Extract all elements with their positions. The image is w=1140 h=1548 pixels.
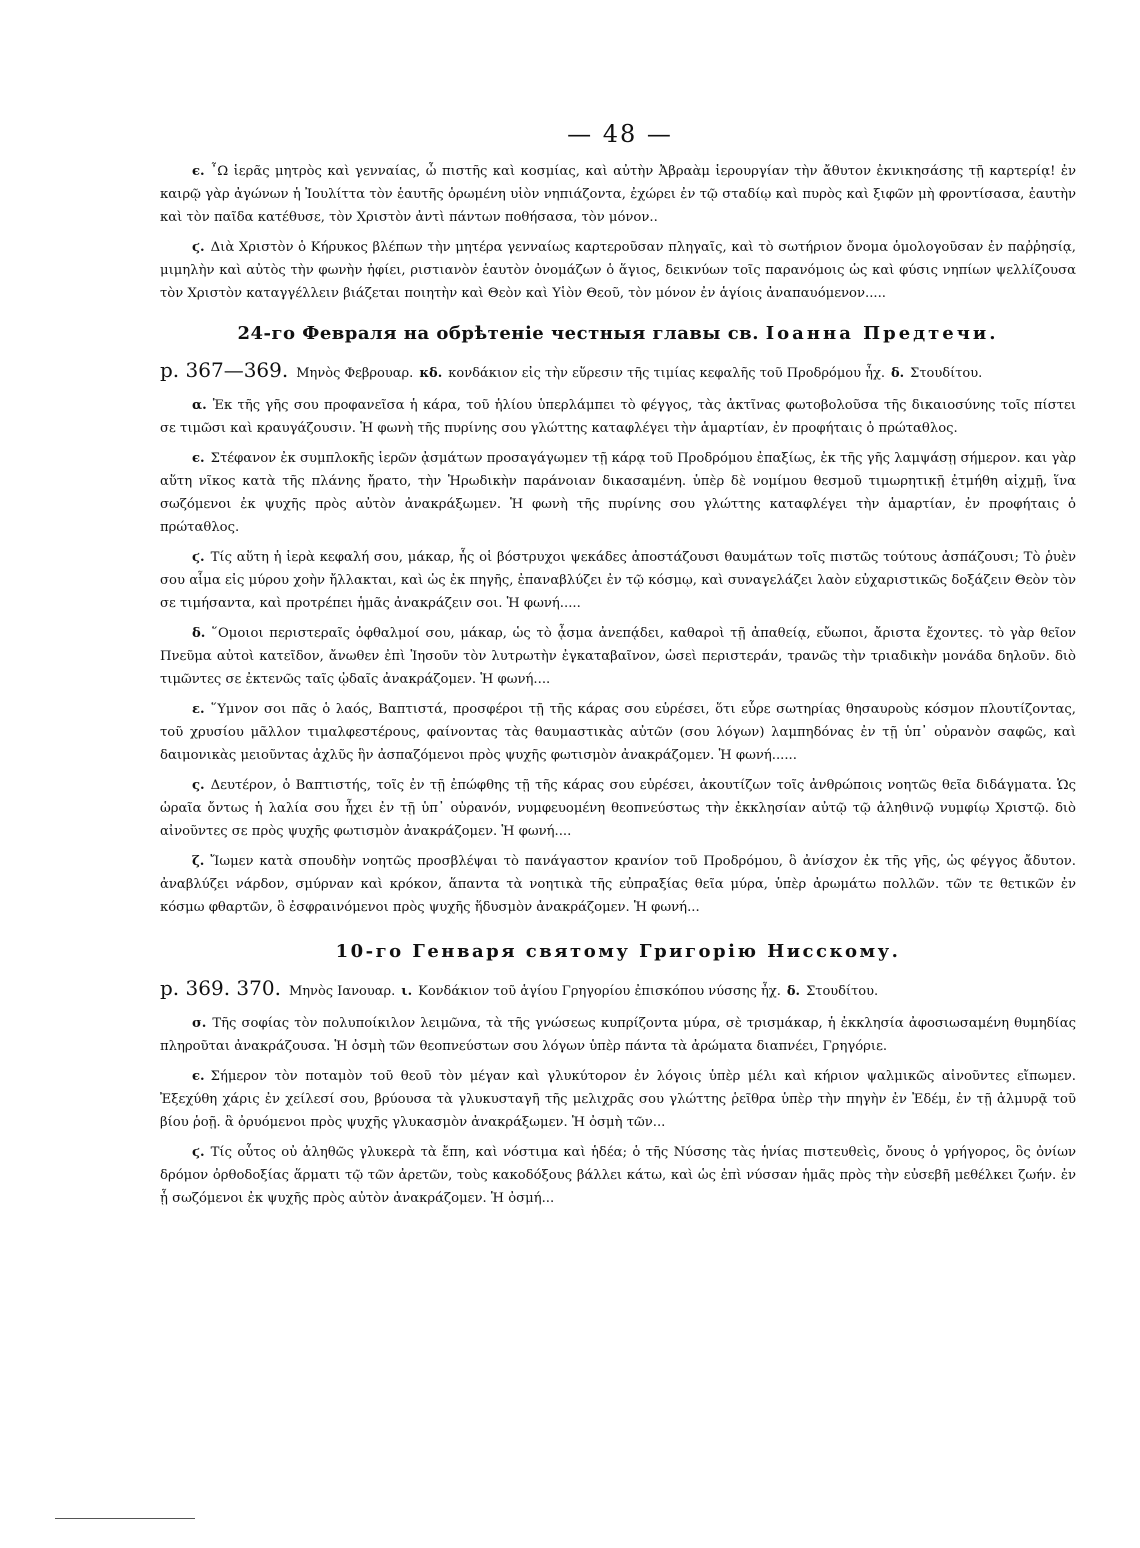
page-number: — 48 — [567,120,673,148]
stanza-marker: ζ. [192,854,205,869]
paragraph-text: ῞Ομοιοι περιστεραῖς ὀφθαλμοί σου, μάκαρ, ὡς τὸ ᾆσμα ἀνεπᾴδει, καθαροὶ τῇ ἀπαθείᾳ, εὔωποι, ἄριστα ἔχοντες. τὸ γὰρ θεῖον Πνεῦμα αὐτοὶ κατεῖδον, ἄνωθεν ἐπὶ Ἰησοῦν τὸν λυτρωτὴν ἐγκαταβαῖνον, ὡσεὶ περιστεράν, τρανῶς τὴν τριαδικὴν μονάδα δηλοῦν. διὸ τιμῶντες σε ἐκτενῶς ταῖς ᾠδαῖς ἀνακράζομεν. Ἡ φωνή.... [160,626,1076,687]
reference-marker: ι. [401,984,413,999]
paragraph [160,1012,1076,1058]
paragraph [160,160,1076,229]
footnote-rule [55,1518,195,1519]
section-prodromos [160,394,1076,919]
section-heading: 10-го Генваря святому Григорію Нисскому. [335,941,901,962]
paragraph [160,622,1076,691]
paragraph [160,850,1076,919]
stanza-marker: ϵ. [192,1069,205,1084]
paragraph-text: Ἴωμεν κατὰ σπουδὴν νοητῶς προσβλέψαι τὸ πανάγαστον κρανίον τοῦ Προδρόμου, ὃ ἀνίσχον ἐκ τῆς γῆς, ὡς φέγγος ἄδυτον. ἀναβλύζει νάρδον, σμύρναν καὶ κρόκον, ἅπαντα τὰ νοητικὰ τῆς εὐπραξίας θεῖα μύρα, ὑπὲρ ἀρωμάτω πολλῶν. τῶν τε θετικῶν ἐν κόσμω φθαρτῶν, ὃ ἐσφραινόμενοι πρὸς ψυχῆς ἥδυσμὸν ἀνακράζομεν. Ἡ φωνή... [160,854,1076,915]
reference-text: Κονδάκιον τοῦ ἁγίου Γρηγορίου ἐπισκόπου νύσσης ἦχ. [418,984,781,999]
stanza-marker: ϵ. [192,451,205,466]
paragraph [160,774,1076,843]
stanza-marker: ς. [192,778,205,793]
paragraph-text: Διὰ Χριστὸν ὁ Κήρυκος βλέπων τὴν μητέρα γενναίως καρτεροῦσαν πληγαῖς, καὶ τὸ σωτήριον ὄνομα ὁμολογοῦσαν ἐν παῤῥησίᾳ, μιμηλὴν καὶ αὐτὸς τὴν φωνὴν ἠφίει, ριστιανὸν ἑαυτὸν ὀνομάζων ὁ ἅγιος, δεικνύων τοῖς παρανόμοις ὡς καὶ φύσις νηπίων ψελλίζουσα τὸν Χριστὸν καταγγέλλειν βιάζεται ποιητὴν καὶ Θεὸν καὶ Υἱὸν Θεοῦ, τὸν μόνον ἐν ἁγίοις ἀναπαυόμενον..... [160,240,1076,301]
reference-source: Στουδίτου. [806,984,879,999]
paragraph [160,447,1076,539]
paragraph-text: Στέφανον ἐκ συμπλοκῆς ἱερῶν ᾀσμάτων προσαγάγωμεν τῇ κάρᾳ τοῦ Προδρόμου ἐπαξίως, ἐκ τῆς γῆς λαμψάσῃ σήμερον. και γὰρ αὕτη νῖκος κατὰ τῆς πλάνης ἤρατο, τὴν Ἡρωδικὴν παράνοιαν δικασαμένη. ὑπὲρ δὲ νομίμου θεσμοῦ τιμωρητικῇ ἐτμήθη αἰχμῇ, ἵνα σωζόμενοι ἐκ ψυχῆς πρὸς αὐτὸν ἀνακράξωμεν. Ἡ φωνὴ τῆς πυρίνης σου γλώττης καταφλέγει τὴν ἁμαρτίαν, ἐν προφήταις ὁ πρώταθλος. [160,451,1076,535]
paragraph-text: Σήμερον τὸν ποταμὸν τοῦ θεοῦ τὸν μέγαν καὶ γλυκύτορον ἐν λόγοις ὑπὲρ μέλι καὶ κήριον ψαλμικῶς αἰνοῦντες εἴπωμεν. Ἐξεχύθη χάρις ἐν χείλεσί σου, βρύουσα τὰ γλυκυσταγῆ τῆς μελιχρᾶς σου γλώττης ῥεῖθρα ὑπὲρ τὴν πηγὴν ἐν Ἐδέμ, ἐν τῇ ἁλμυρᾷ τοῦ βίου ῥοῇ. ἃ ὀρυόμενοι πρὸς ψυχῆς γλυκασμὸν ἀνακράξωμεν. Ἡ ὀσμὴ τῶν... [160,1069,1076,1130]
paragraph-text: ῞Υμνον σοι πᾶς ὁ λαός, Βαπτιστά, προσφέροι τῇ τῆς κάρας σου εὑρέσει, ὅτι εὗρε σωτηρίας θησαυροὺς κόσμον πλουτίζοντας, τοῦ χρυσίου μᾶλλον τιμαλφεστέρους, φαίνοντας τὰς θαυμαστικὰς αὐτῶν (σου λόγων) λαμπηδόνας ἐν τῇ ὑπ᾿ οὐρανὸν σαφῶς, καὶ δαιμονικὰς μειοῦντας ἀχλῦς ἣν ἀσπαζόμενοι πρὸς ψυχῆς φωτισμὸν ἀνακράζομεν. Ἡ φωνή...... [160,702,1076,763]
reference-month: Μηνὸς Ιανουαρ. [288,984,396,999]
section-gregory-nyssa [160,1012,1076,1210]
reference-month: Μηνὸς Φεβρουαρ. [296,366,414,381]
section-heading [160,323,1076,344]
paragraph [160,236,1076,305]
stanza-marker: ε. [192,702,205,717]
paragraph [160,394,1076,440]
reference-source: Στουδίτου. [910,366,983,381]
stanza-marker: ϛ. [192,1145,205,1160]
paragraph [160,546,1076,615]
stanza-marker: σ. [192,1016,207,1031]
page-reference: р. 369. 370. [160,976,281,1000]
paragraph-text: Ἐκ τῆς γῆς σου προφανεῖσα ἡ κάρα, τοῦ ἡλίου ὑπερλάμπει τὸ φέγγος, τὰς ἀκτῖνας φωτοβολοῦσα τῆς δικαιοσύνης τοῖς πίστει σε τιμῶσι καὶ κραυγάζουσιν. Ἡ φωνὴ τῆς πυρίνης σου γλώττης καταφλέγει τὴν ἁμαρτίαν, ἐν προφήταις ὁ πρώταθλος. [160,398,1076,436]
paragraph [160,1065,1076,1134]
paragraph-text: ῏Ω ἱερᾶς μητρὸς καὶ γενναίας, ὦ πιστῆς καὶ κοσμίας, καὶ αὐτὴν Ἀβραὰμ ἱερουργίαν τὴν ἄθυτον ἐκνικησάσης τῇ καρτερίᾳ! ἐν καιρῷ γὰρ ἀγώνων ἡ Ἰουλίττα τὸν ἑαυτῆς ὁρωμένη υἱὸν νηπιάζοντα, ἐχώρει ἐν τῷ σταδίῳ καὶ πυρὸς καὶ ξιφῶν μὴ φροντίσασα, ἑαυτὴν καὶ τὸν παῖδα κατέθυσε, τὸν Χριστὸν ἀντὶ πάντων ποθήσασα, τὸν μόνον.. [160,164,1076,225]
paragraph-text: Δευτέρον, ὁ Βαπτιστής, τοῖς ἐν τῇ ἐπώφθης τῇ τῆς κάρας σου εὑρέσει, ἀκουτίζων τοῖς ἀνθρώποις νοητῶς θεῖα διδάγματα. Ὡς ὡραῖα ὄντως ἡ λαλία σου ἦχει ἐν τῇ ὑπ᾿ οὐρανόν, νυμφευομένη θεοπνεύστως τὴν ἐκκλησίαν αὐτῷ τῷ ἀληθινῷ νυμφίῳ Χριστῷ. διὸ αἰνοῦντες σε πρὸς ψυχῆς φωτισμὸν ἀνακράζομεν. Ἡ φωνή.... [160,778,1076,839]
stanza-marker: ϵ. [192,164,205,179]
paragraph-text: Τίς οὗτος οὐ ἀληθῶς γλυκερὰ τὰ ἔπη, καὶ νόστιμα καὶ ἡδέα; ὁ τῆς Νύσσης τὰς ἡνίας πιστευθεὶς, ὄνους ὁ γρήγορος, ὃς ὀνίων δρόμον ὀρθοδοξίας ἅρματι τῷ τῶν ἀρετῶν, τοὺς κακοδόξους βάλλει κάτω, καὶ ὡς ἐπὶ νύσσαν ἡμᾶς πρὸς τὴν εὐσεβῆ μεθέλκει ζωήν. ἐν ᾗ σωζόμενοι ἐκ ψυχῆς πρὸς αὐτὸν ἀνακράζομεν. Ἡ ὀσμή... [160,1145,1076,1206]
stanza-marker: δ. [192,626,206,641]
reference-line [160,358,1076,386]
page-reference: р. 367—369. [160,358,289,382]
stanza-marker: α. [192,398,207,413]
heading-prefix: 24-го Февраля на обрѣтеніе честныя главы св. [237,323,759,344]
reference-marker: κδ. [419,366,443,381]
paragraph-text: Τῆς σοφίας τὸν πολυποίκιλον λειμῶνα, τὰ τῆς γνώσεως κυπρίζοντα μύρα, σὲ τρισμάκαρ, ἡ ἐκκλησία ἀφοσιωσαμένη θυμηδίας πληροῦται ἀνακράζουσα. Ἡ ὀσμὴ τῶν θεοπνεύστων σου λόγων ὑπὲρ πάντα τὰ ἀρώματα διαπνέει, Γρηγόριε. [160,1016,1076,1054]
section-julitta-kerykos [160,160,1076,305]
reference-tone: δ. [786,984,801,999]
reference-line [160,976,1076,1004]
stanza-marker: ϛ. [192,240,205,255]
reference-tone: δ. [890,366,905,381]
page-body [160,160,1076,1217]
stanza-marker: ϛ. [192,550,205,565]
reference-text: κονδάκιον εἰς τὴν εὕρεσιν τῆς τιμίας κεφαλῆς τοῦ Προδρόμου ἦχ. [448,366,885,381]
heading-name: Іоанна Предтечи. [765,323,999,344]
paragraph [160,1141,1076,1210]
paragraph [160,698,1076,767]
paragraph-text: Τίς αὕτη ἡ ἱερὰ κεφαλή σου, μάκαρ, ἧς οἱ βόστρυχοι ψεκάδες ἀποστάζουσι θαυμάτων τοῖς πιστῶς τούτους ἀσπάζουσι; Τὸ ῥυὲν σου αἷμα εἰς μύρου χοὴν ἤλλακται, καὶ ὡς ἐκ πηγῆς, ἐπαναβλύζει ἐν τῷ κόσμῳ, καὶ συναγελάζει λαὸν εὐχαριστικῶς δοξάζειν Θεὸν τὸν σε τιμήσαντα, καὶ προτρέπει ἡμᾶς ἀνακράζειν σοι. Ἡ φωνή..... [160,550,1076,611]
